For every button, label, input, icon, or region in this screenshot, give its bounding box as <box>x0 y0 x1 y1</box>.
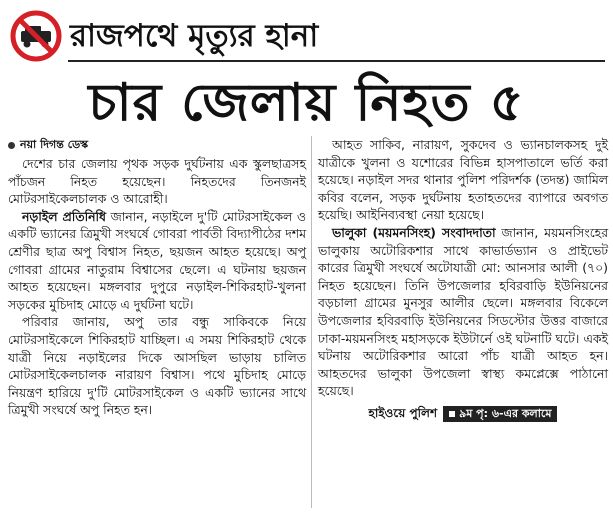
paragraph <box>8 208 306 314</box>
square-icon <box>449 411 455 417</box>
article-column-right <box>318 136 608 422</box>
correspondent-lead: ভালুকা (ময়মনসিংহ) সংবাদদাতা <box>332 224 496 240</box>
no-accident-logo-icon <box>10 10 62 62</box>
paragraph: আহত সাকিব, নারায়ণ, সুকদেব ও ভ্যানচালকসহ দুই যাত্রীকে খুলনা ও যশোরের বিভিন্ন হাসপাতালে ভর্তি করা হয়েছে। নড়াইল সদর থানার পুলিশ পরিদর্শক (তদন্ত) জামিল কবির বলেন, সড়ক দুর্ঘটনায় হতাহতদের ব্যাপারে অবগত হয়েছি। আইনিব্যবস্থা নেয়া হয়েছে। <box>318 137 608 223</box>
paragraph: পরিবার জানায়, অপু তার বন্ধু সাকিবকে নিয়ে মোটরসাইকেলে শিকিরহাট যাচ্ছিল। এ সময় শিকিরহাট থেকে যাত্রী নিয়ে নড়াইলের দিকে আসছিল ভাড়ায় চালিত মোটরসাইকেলচালক নারায়ণ বিশ্বাস। পথে মুচিদাহ মোড়ে নিয়ন্ত্রণ হারিয়ে দু'টি মোটরসাইকেল ও একটি ভ্যানের সাথে ত্রিমুখী সংঘর্ষে অপু নিহত হন। <box>8 314 306 418</box>
byline <box>8 136 306 154</box>
bullet-icon <box>8 142 15 149</box>
headline: চার জেলায় নিহত ৫ <box>88 73 525 133</box>
paragraph-text: জানান, নড়াইলে দু'টি মোটরসাইকেল ও একটি ভ্যানের ত্রিমুখী সংঘর্ষে গোবরা পার্বতী বিদ্যাপীঠের দশম শ্রেণীর ছাত্র অপু বিশ্বাস নিহত, ছয়জন আহত হয়েছে। অপু গোবরা গ্রামের নাতুরাম বিশ্বাসের ছেলে। এ ঘটনায় ছয়জন আহত হয়েছেন। মঙ্গলবার দুপুরে নড়াইল-শিকিরহাট-খুলনা সড়কের মুচিদাহ মোড়ে এ দুর্ঘটনা ঘটে। <box>8 208 306 312</box>
column-divider <box>311 136 312 508</box>
paragraph: দেশের চার জেলায় পৃথক সড়ক দুর্ঘটনায় এক স্কুলছাত্রসহ পাঁচজন নিহত হয়েছেন। নিহতদের তিনজনই মোটরসাইকেলচালক ও আরোহী। <box>8 156 306 207</box>
article-column-left <box>8 136 306 419</box>
byline-text: নয়া দিগন্ত ডেস্ক <box>20 138 89 151</box>
continuation-row <box>318 404 608 422</box>
jump-link[interactable] <box>443 406 557 422</box>
correspondent-lead: নড়াইল প্রতিনিধি <box>22 208 107 224</box>
section-header <box>8 8 605 66</box>
paragraph-text: জানান, ময়মনসিংহের ভালুকায় অটোরিকশার সাথে কাভার্ডভ্যান ও প্রাইভেট কারের ত্রিমুখী সংঘর্ষে অটোযাত্রী মো: আনসার আলী (৭০) নিহত হয়েছেন। তিনি উপজেলার হবিরবাড়ি ইউনিয়নের বড়চালা গ্রামের মুনসুর আলীর ছেলে। মঙ্গলবার বিকেলে উপজেলার হবিরবাড়ি ইউনিয়নের সিডস্টোর উত্তর বাজারে ঢাকা-ময়মনসিংহ মহাসড়কে ইউটার্নে ওই ঘটনাটি ঘটে। একই ঘটনায় অটোরিকশার আরো পাঁচ যাত্রী আহত হন। আহতদের ভালুকা উপজেলা স্বাস্থ্য কমপ্লেক্সে পাঠানো হয়েছে। <box>318 224 609 399</box>
section-rule <box>68 60 605 62</box>
jump-text: ৯ম পৃ: ৬-এর কলামে <box>459 406 552 420</box>
paragraph <box>318 224 608 400</box>
section-title: রাজপথে মৃত্যুর হানা <box>70 18 319 54</box>
continuation-label: হাইওয়ে পুলিশ <box>368 405 438 420</box>
